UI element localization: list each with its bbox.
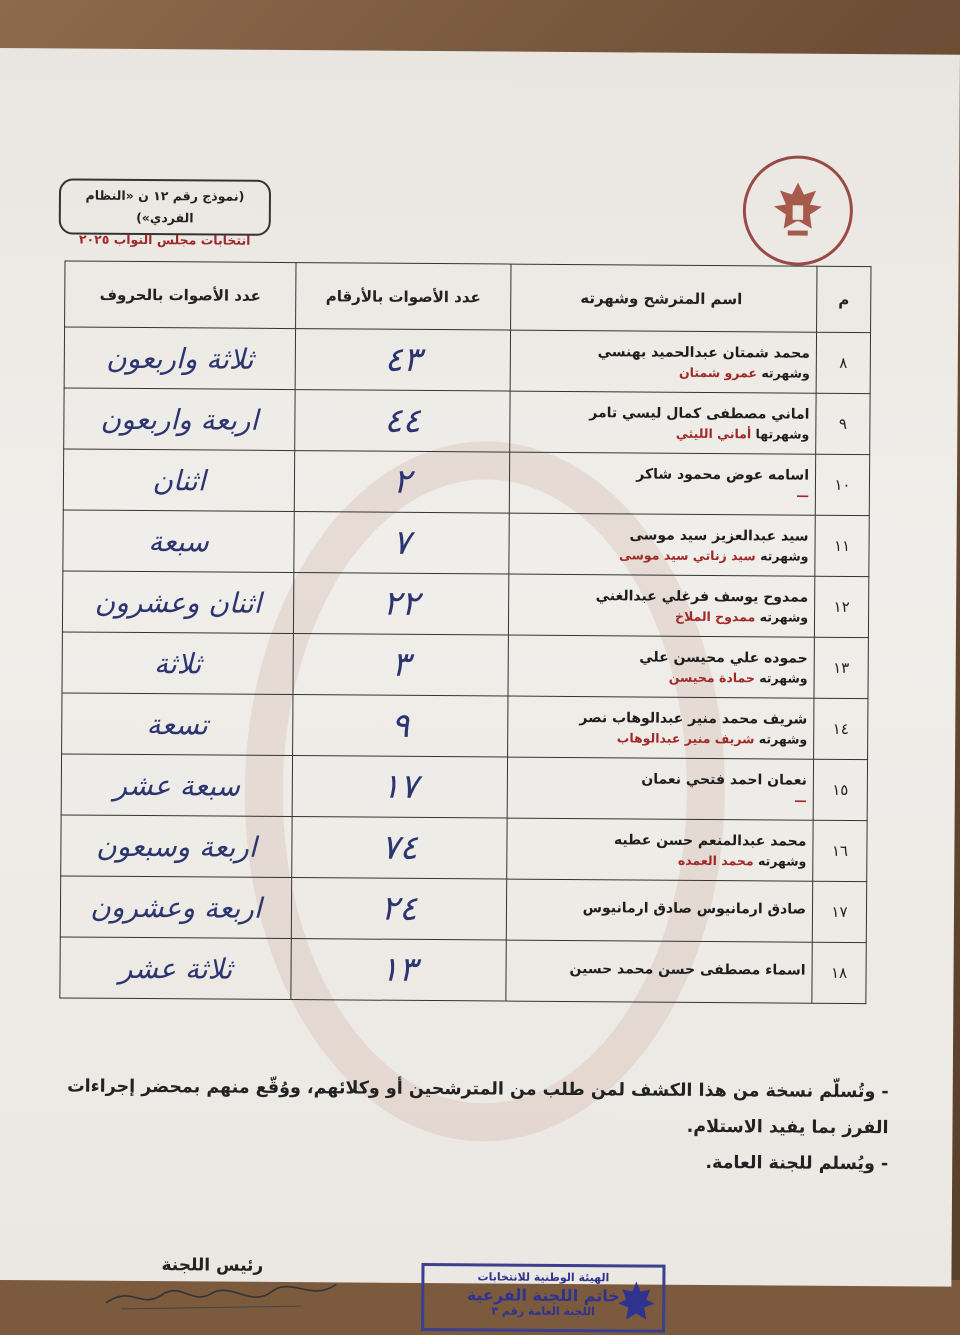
table-row [60,876,866,943]
candidate-fame [511,485,809,502]
header-index: م [817,266,871,332]
fame-prefix: وشهرته [759,670,807,685]
candidate-name: ممدوح يوسف فرغلي عبدالغني [510,587,808,605]
row-index: ١٢ [814,576,868,637]
fame-prefix: وشهرته [760,548,808,563]
votes-number-cell [295,329,510,391]
handwritten-votes-number: ٤٣ [384,340,421,380]
fame-prefix: وشهرته [758,853,806,868]
handwritten-votes-number: ٣ [391,645,410,685]
candidate-cell [506,940,812,1003]
candidate-fame [510,546,808,563]
results-table [59,260,871,1004]
candidate-name: اماني مصطفى كمال ليسي تامر [511,404,809,422]
row-index: ١٥ [813,759,867,820]
committee-chair-label: رئيس اللجنة [161,1255,263,1276]
row-index: ١٦ [813,820,867,881]
fame-prefix: وشهرته [761,365,809,380]
table-row [62,571,868,638]
fame-prefix: وشهرته [759,731,807,746]
table-row [64,327,870,394]
row-index: ١٠ [815,454,869,515]
row-index: ١١ [815,515,869,576]
candidate-name: سيد عبدالعزيز سيد موسى [511,526,809,544]
votes-number-cell [292,817,507,879]
fame-prefix: وشهرتها [756,426,810,441]
candidate-name: اسامه عوض محمود شاكر [511,465,809,483]
table-row [62,693,868,760]
candidate-name: محمد شمتان عبدالحميد بهنسي [512,343,810,361]
header-votes-numbers: عدد الأصوات بالأرقام [296,263,511,330]
row-index: ١٨ [812,942,866,1003]
candidate-cell [509,452,815,515]
candidate-fame [511,424,809,441]
votes-number-cell [293,634,508,696]
votes-number-cell [291,878,506,940]
candidate-cell [508,574,814,637]
table-row [64,388,870,455]
table-row [62,632,868,699]
candidate-fame [510,668,808,685]
row-index: ٨ [816,332,870,393]
document-page [0,48,960,1287]
handwritten-votes-number: ٧٤ [381,828,418,868]
fame-prefix: وشهرته [760,609,808,624]
fame-name: ممدوح الملاخ [675,608,755,624]
candidate-fame [508,851,806,868]
candidate-cell [510,391,816,454]
candidate-fame [509,790,807,807]
row-index: ٩ [816,393,870,454]
table-row [60,937,866,1004]
votes-number-cell [291,939,506,1001]
handwritten-votes-words: ثلاثة واربعون [106,341,254,375]
handwritten-votes-number: ٩ [391,706,410,746]
candidate-fame [510,607,808,624]
fame-name: — [796,487,809,502]
handwritten-votes-number: ٢٤ [381,889,418,929]
candidate-cell [508,635,814,698]
eagle-icon [758,170,839,251]
handwritten-votes-number: ٢ [393,462,412,502]
candidate-name: شريف محمد منير عبدالوهاب نصر [509,709,807,727]
handwritten-votes-words: ثلاثة عشر [119,951,233,985]
candidate-fame [508,981,806,983]
table-header-row [65,261,871,333]
fame-name: سيد زناتي سيد موسى [619,547,756,563]
votes-number-cell [294,512,509,574]
votes-words-cell [63,449,294,512]
candidate-name: اسماء مصطفى حسن محمد حسين [508,961,806,979]
fame-name: — [794,792,807,807]
fame-name: عمرو شمتان [679,364,757,380]
candidate-cell [506,879,812,942]
row-index: ١٣ [814,637,868,698]
form-label-box [59,178,271,235]
handwritten-votes-words: سبعة عشر [114,768,241,802]
handwritten-votes-number: ٧ [392,523,411,563]
votes-number-cell [293,573,508,635]
votes-words-cell [60,876,291,939]
votes-number-cell [293,695,508,757]
handwritten-votes-words: سبعة [148,525,209,558]
candidate-fame [512,363,810,380]
handwritten-votes-number: ١٧ [381,767,418,807]
handwritten-votes-words: اربعة وعشرون [90,890,261,924]
note-line-2: - ويُسلم للجنة العامة. [48,1140,888,1182]
handwritten-votes-words: اربعة وسبعون [96,829,257,863]
stamp-authority: الهيئة الوطنية للانتخابات [424,1270,662,1285]
row-index: ١٧ [812,881,866,942]
votes-number-cell [294,451,509,513]
election-authority-logo [743,155,854,266]
form-number: (نموذج رقم ١٢ ن «النظام الفردي») [61,184,269,229]
votes-words-cell [62,571,293,634]
votes-words-cell [60,937,291,1000]
votes-words-cell [62,632,293,695]
handwritten-votes-number: ٢٢ [383,584,420,624]
candidate-name: صادق ارمانيوس صادق ارمانيوس [508,900,806,918]
row-index: ١٤ [814,698,868,759]
candidate-cell [508,696,814,759]
candidate-cell [507,757,813,820]
candidate-cell [507,818,813,881]
candidate-name: حموده علي محيسن علي [510,648,808,666]
candidate-fame [508,920,806,922]
subcommittee-stamp [421,1263,665,1333]
handwritten-votes-number: ٤٤ [384,401,421,441]
fame-name: حمادة محيسن [669,669,755,685]
header-name: اسم المترشح وشهرته [511,264,817,332]
handwritten-votes-words: اثنان وعشرون [95,585,262,619]
candidate-name: نعمان احمد فتحي نعمان [509,770,807,788]
table-row [61,754,867,821]
fame-name: أماني الليثي [676,425,751,441]
handwritten-votes-words: تسعة [147,708,209,741]
handwritten-votes-words: اربعة واربعون [100,402,258,436]
note-line-1: - وتُسلّم نسخة من هذا الكشف لمن طلب من المترشحين أو وكلائهم، ووُقّع منهم بمحضر إجراءات الفرز بما يفيد الاستلام. [48,1068,888,1146]
notes-section [48,1068,889,1182]
handwritten-votes-words: ثلاثة [154,647,202,680]
election-title: انتخابات مجلس النواب ٢٠٢٥ [61,228,269,251]
votes-words-cell [63,510,294,573]
candidate-cell [510,330,816,393]
votes-words-cell [61,815,292,878]
header-votes-words: عدد الأصوات بالحروف [65,261,296,329]
votes-words-cell [62,693,293,756]
fame-name: محمد العمده [678,852,754,868]
votes-number-cell [295,390,510,452]
candidate-name: محمد عبدالمنعم حسن عطيه [508,831,806,849]
chair-signature [101,1275,341,1317]
table-row [61,815,867,882]
votes-words-cell [61,754,292,817]
fame-name: شريف منير عبدالوهاب [617,730,755,746]
votes-number-cell [292,756,507,818]
stamp-eagle-icon [616,1277,656,1327]
votes-words-cell [64,327,295,390]
table-row [63,510,869,577]
handwritten-votes-words: اثنان [152,464,205,497]
stamp-committee-number: اللجنة العامة رقم ٣ [424,1304,662,1319]
candidate-fame [509,729,807,746]
stamp-title: خاتم اللجنة الفرعية [424,1285,662,1306]
votes-words-cell [64,388,295,451]
table-body [60,327,871,1004]
candidate-cell [509,513,815,576]
table-row [63,449,869,516]
handwritten-votes-number: ١٣ [380,950,417,990]
